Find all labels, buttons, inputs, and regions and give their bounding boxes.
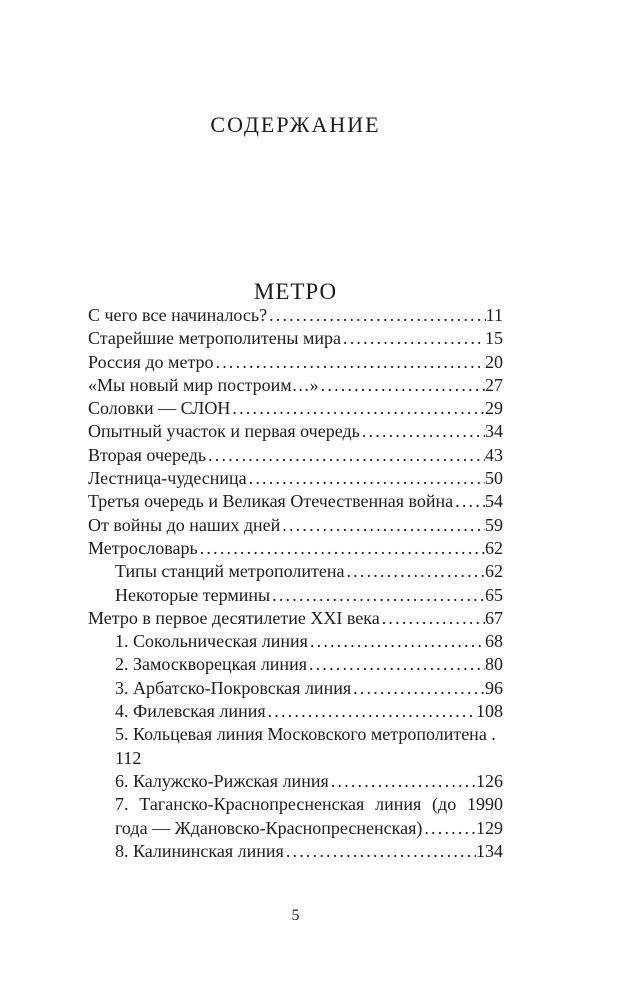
toc-entry [88, 630, 503, 653]
toc-dot-leader [307, 653, 485, 676]
toc-page-ref: 129 [476, 817, 503, 838]
toc-entry [88, 653, 503, 676]
toc-entry-line1 [88, 723, 503, 746]
toc-dot-leader [308, 630, 485, 653]
toc-dot-leader [319, 374, 485, 397]
toc-page-ref: 62 [485, 561, 503, 582]
toc-page-ref: 112 [115, 747, 142, 768]
toc-dot-leader [230, 397, 485, 420]
toc-entry [88, 770, 503, 793]
toc-dot-leader [280, 514, 485, 537]
toc-entry-line2 [88, 747, 503, 770]
toc-page-ref: 126 [476, 770, 503, 791]
toc-dot-leader [329, 770, 476, 793]
toc-dot-leader [214, 351, 485, 374]
toc-dot-leader [247, 467, 485, 490]
toc-dot-leader [341, 327, 485, 350]
toc-entry-line1 [88, 793, 503, 816]
toc-entry-label: С чего все начиналось? [88, 305, 268, 325]
toc-entry-label: От войны до наших дней [88, 514, 281, 535]
toc-dot-leader [198, 537, 485, 560]
toc-entry [88, 584, 503, 607]
toc-page-ref: 27 [485, 374, 503, 395]
toc-entry-label: Вторая очередь [88, 444, 207, 465]
toc-dot-leader [380, 607, 485, 630]
toc-entry-label: Лестница-чудесница [88, 468, 247, 489]
toc-dot-leader [344, 560, 485, 583]
toc-entry-line2 [88, 817, 503, 840]
toc-page-ref: 59 [485, 514, 503, 535]
toc-entry-label: Метрословарь [88, 537, 198, 558]
toc-dot-leader [351, 677, 485, 700]
toc-page-ref: 43 [485, 444, 503, 465]
section-heading: МЕТРО [253, 279, 338, 304]
toc-entry-label: «Мы новый мир построим…» [88, 374, 319, 395]
toc-dot-leader [453, 490, 485, 513]
toc-entry [88, 490, 503, 513]
toc-entry-label: Соловки — СЛОН [88, 398, 231, 419]
toc-page-ref: 62 [485, 537, 503, 558]
toc-entry-label: 6. Калужско-Рижская линия [115, 770, 329, 791]
toc-page-ref: 80 [485, 654, 503, 675]
toc-entry-label: 1. Сокольническая линия [115, 631, 308, 652]
toc-page-ref: 68 [485, 631, 503, 652]
toc-entry [88, 304, 503, 327]
toc-entry [88, 537, 503, 560]
toc-dot-leader [206, 444, 485, 467]
toc-dot-leader [284, 840, 476, 863]
toc-dot-leader [360, 420, 485, 443]
toc-page-ref: 15 [485, 328, 503, 349]
toc-page-ref: 96 [485, 677, 503, 698]
toc-entry-label: Опытный участок и первая очередь [88, 421, 360, 442]
toc-page-ref: 29 [485, 398, 503, 419]
toc-entry-label: 7. Таганско-Краснопресненская линия (до 1990 [115, 794, 503, 815]
toc-dot-leader [270, 584, 485, 607]
toc-dot-leader [267, 304, 486, 327]
toc-dot-leader [266, 700, 476, 723]
toc-entry [88, 514, 503, 537]
toc-page-ref: 54 [485, 491, 503, 512]
toc-entry-label-continued: года — Ждановско-Краснопресненская) [115, 817, 423, 838]
toc-entry-label: 2. Замоскворецкая линия [115, 654, 307, 675]
toc-entry [88, 677, 503, 700]
toc-entry [88, 420, 503, 443]
toc-entry [88, 351, 503, 374]
toc-entry-label: 5. Кольцевая линия Московского метрополитена . [115, 724, 496, 745]
toc-entry [88, 840, 503, 863]
toc-entry-label: Старейшие метрополитены мира [88, 328, 342, 349]
toc-page-ref: 11 [485, 305, 503, 325]
toc-entry [88, 327, 503, 350]
page-number-folio: 5 [291, 907, 300, 924]
toc-entry-label: 8. Калининская линия [115, 840, 284, 861]
toc-entry [88, 467, 503, 490]
toc-entry-label: 4. Филевская линия [115, 701, 266, 722]
page-title: СОДЕРЖАНИЕ [210, 112, 381, 137]
toc-page-ref: 20 [485, 351, 503, 372]
toc-entry-label: 3. Арбатско-Покровская линия [115, 677, 352, 698]
toc-entry-label: Метро в первое десятилетие XXI века [88, 607, 380, 628]
toc-page-ref: 65 [485, 584, 503, 605]
toc-entry [88, 374, 503, 397]
toc-entry [88, 700, 503, 723]
toc-entry [88, 444, 503, 467]
toc-list [88, 304, 503, 863]
toc-dot-leader [422, 817, 476, 840]
toc-page-ref: 50 [485, 468, 503, 489]
toc-page-ref: 108 [476, 701, 503, 722]
toc-page-ref: 34 [485, 421, 503, 442]
toc-entry-label: Россия до метро [88, 351, 214, 372]
toc-entry [88, 560, 503, 583]
toc-entry [88, 397, 503, 420]
toc-entry [88, 607, 503, 630]
toc-page-ref: 67 [485, 607, 503, 628]
toc-entry-label: Типы станций метрополитена [115, 561, 345, 582]
toc-page-ref: 134 [476, 840, 503, 861]
toc-entry-label: Третья очередь и Великая Отечественная война [88, 491, 454, 512]
toc-entry-label: Некоторые термины [115, 584, 271, 605]
